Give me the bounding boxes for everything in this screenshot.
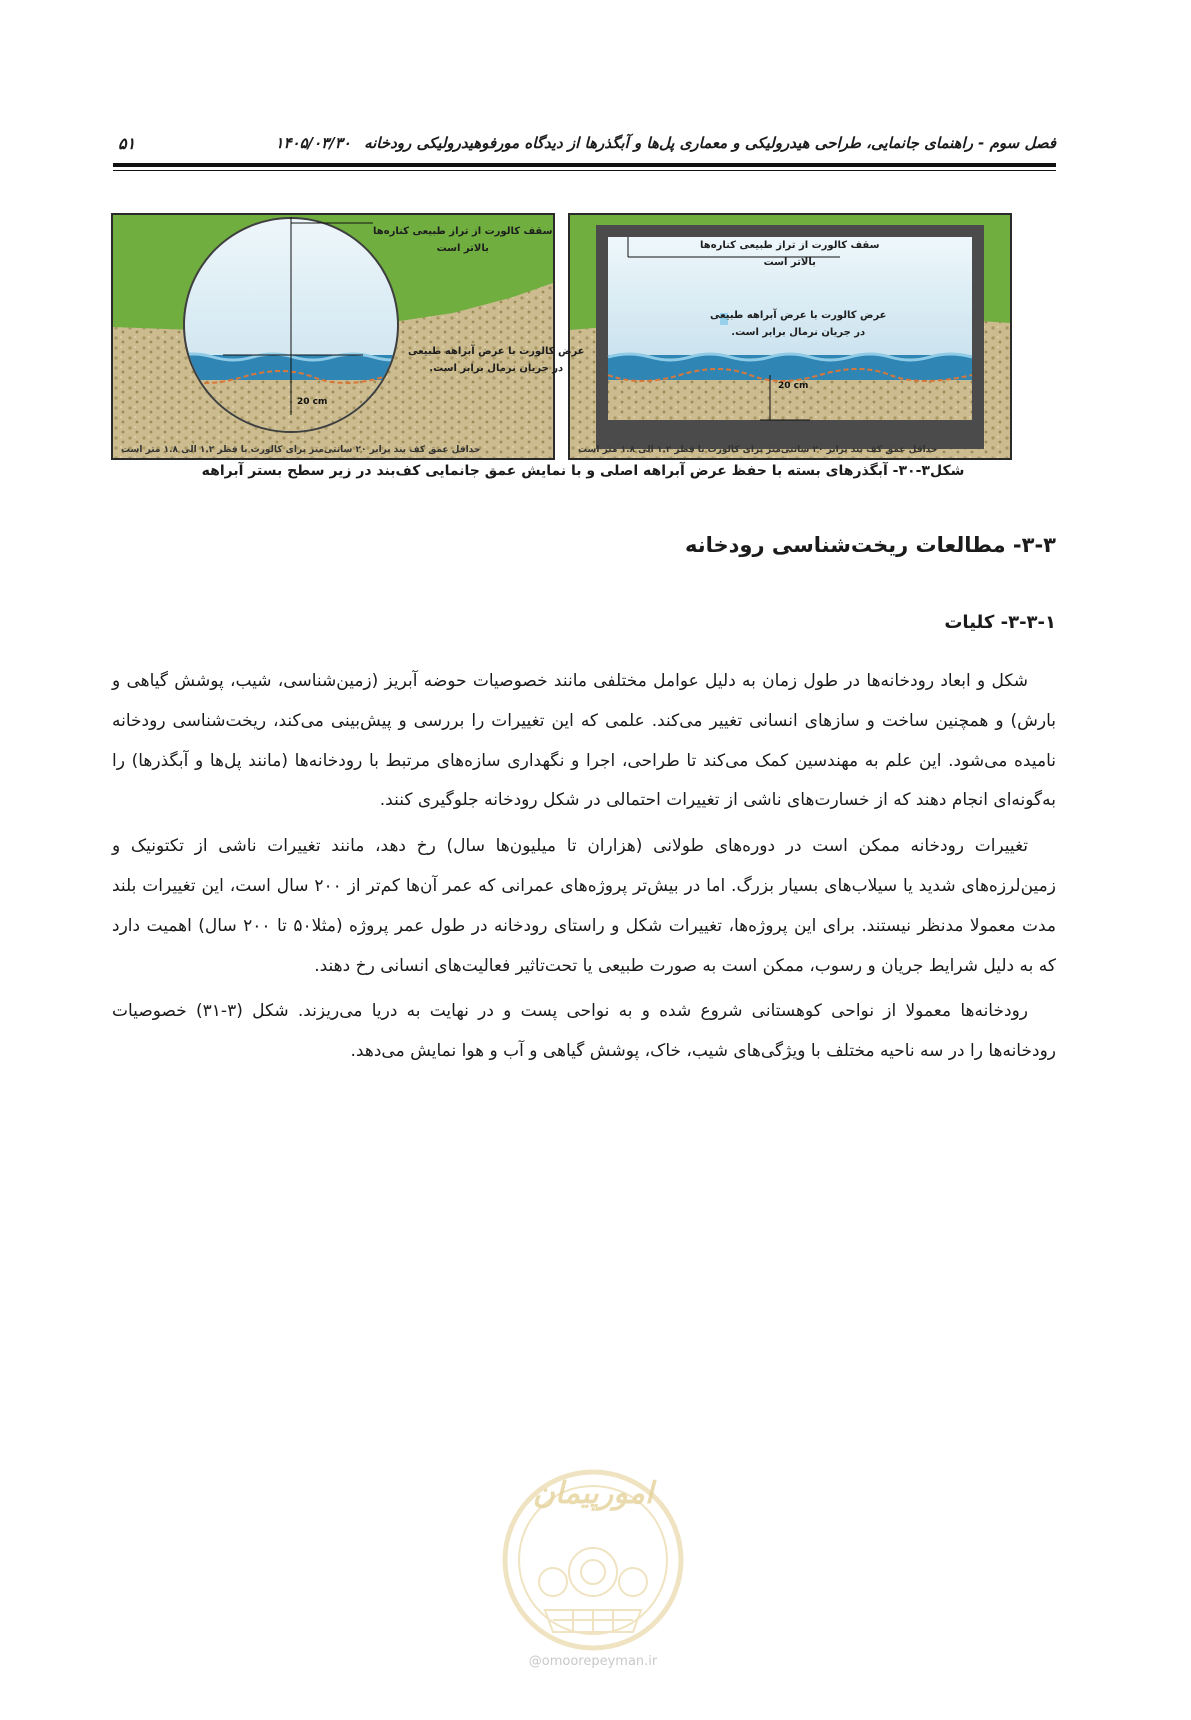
body-text (112, 662, 1056, 1078)
header-date: ۱۴۰۵/۰۳/۳۰ (275, 134, 351, 152)
pipe-label-top: سقف کالورت از تراز طبیعی کناره‌ها (373, 226, 553, 237)
pipe-footnote: حداقل عمق کف بند برابر ۲۰ سانتی‌متر برای کالورت با قطر ۱.۲ الی ۱.۸ متر است (121, 445, 481, 455)
page-header (110, 130, 1056, 158)
watermark-text: امورپیمان (532, 1476, 654, 1511)
figure-pipe-culvert (111, 213, 585, 460)
watermark-seal (483, 1460, 703, 1720)
watermark-url: @omoorepeyman.ir (528, 1654, 658, 1669)
section-heading: ۳-۳- مطالعات ریخت‌شناسی رودخانه (685, 533, 1056, 557)
figure-caption: شکل۳-۳۰- آبگذرهای بسته با حفظ عرض آبراهه اصلی و با نمایش عمق جانمایی کف‌بند در زیر سطح بستر آبراهه (201, 463, 965, 479)
header-rule-thin (113, 170, 1056, 171)
page-number: ۵۱ (118, 134, 136, 153)
box-dimension-label: 20 cm (778, 381, 809, 391)
paragraph-2: تغییرات رودخانه ممکن است در دوره‌های طولانی (هزاران تا میلیون‌ها سال) رخ دهد، مانند تغییرات ناشی از تکتونیک و زمین‌لرزه‌های شدید یا سیلاب‌های بسیار بزرگ. اما در بیش‌تر پروژه‌های عمرانی که عمر آن‌ها کم‌تر از ۲۰۰ سال است، این تغییرات بلند مدت معمولا مدنظر نیستند. برای این پروژه‌ها، تغییرات شکل و راستای رودخانه در طول عمر پروژه (مثلا۵۰ تا ۲۰۰ سال) اهمیت دارد که به دلیل شرایط جریان و رسوب، ممکن است به صورت طبیعی یا تحت‌تاثیر فعالیت‌های انسانی رخ دهند. (112, 836, 1057, 976)
figure-box-culvert (568, 213, 1012, 460)
header-title (275, 134, 1056, 152)
pipe-label-top2: بالاتر است (436, 243, 489, 254)
box-label-top2: بالاتر است (763, 257, 816, 268)
subsection-heading: ۳-۳-۱- کلیات (944, 612, 1056, 633)
box-label-top: سقف کالورت از تراز طبیعی کناره‌ها (700, 240, 880, 251)
header-rule-thick (113, 163, 1056, 167)
paragraph-3: رودخانه‌ها معمولا از نواحی کوهستانی شروع شده و به نواحی پست و در نهایت به دریا می‌ریزند. شکل (۳-۳۱) خصوصیات رودخانه‌ها را در سه ناحیه مختلف با ویژگی‌های شیب، خاک، پوشش گیاهی و آب و هوا نمایش می‌دهد. (112, 1001, 1056, 1062)
pipe-dimension-label: 20 cm (297, 397, 328, 407)
paragraph-1: شکل و ابعاد رودخانه‌ها در طول زمان به دلیل عوامل مختلفی مانند خصوصیات حوضه آبریز (زمین‌شناسی، شیب، پوشش گیاهی و بارش) و همچنین ساخت و سازهای انسانی تغییر می‌کند. علمی که این تغییرات را بررسی و پیش‌بینی می‌کند، ریخت‌شناسی رودخانه نامیده می‌شود. این علم به مهندسین کمک می‌کند تا طراحی، اجرا و نگهداری سازه‌های مرتبط با رودخانه‌ها (مانند پل‌ها و آبگذرها) را به‌گونه‌ای انجام دهند که از خسارت‌های ناشی از تغییرات احتمالی در شکل رودخانه جلوگیری کنند. (112, 671, 1056, 811)
box-label-mid: عرض کالورت با عرض آبراهه طبیعی (710, 310, 887, 321)
pipe-label-mid2: در جریان نرمال برابر است. (429, 363, 564, 374)
header-title-text: فصل سوم - راهنمای جانمایی، طراحی هیدرولیکی و معماری پل‌ها و آبگذرها از دیدگاه مورفوهیدرولیکی رودخانه (364, 134, 1056, 152)
pipe-label-mid: عرض کالورت با عرض آبراهه طبیعی (408, 346, 585, 357)
box-label-mid2: در جریان نرمال برابر است. (731, 327, 866, 338)
box-footnote: حداقل عمق کف بند برابر ۲۰ سانتی‌متر برای کالورت با قطر ۱.۲ الی ۱.۸ متر است (578, 445, 938, 455)
